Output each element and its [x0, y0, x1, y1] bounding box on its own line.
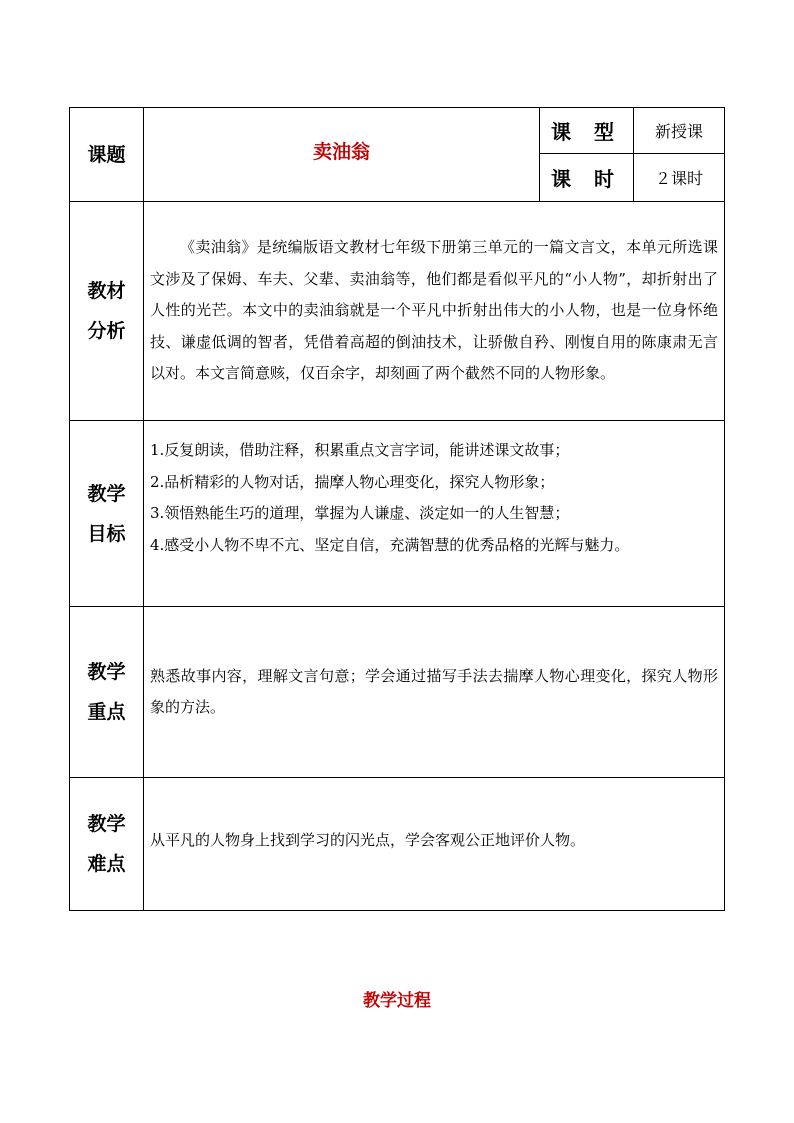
- lesson-title: 卖油翁: [312, 141, 370, 163]
- analysis-label-line2: 分析: [87, 320, 126, 342]
- goal-item: 4.感受小人物不卑不亢、坚定自信，充满智慧的优秀品格的光辉与魅力。: [150, 535, 630, 554]
- title-cell: [144, 108, 540, 202]
- goals-label-line1: 教学: [87, 482, 126, 505]
- analysis-label-cell: [70, 202, 144, 421]
- goal-item: 1.反复朗读，借助注释，积累重点文言字词，能讲述课文故事；: [150, 441, 570, 459]
- keypoints-label-line2: 重点: [87, 701, 126, 723]
- goals-list: [144, 421, 725, 607]
- difficulties-label-cell: [70, 778, 144, 911]
- type-label: 课 型: [540, 108, 634, 154]
- keypoints-text: 熟悉故事内容，理解文言句意；学会通过描写手法去揣摩人物心理变化，探究人物形象的方法。: [144, 607, 725, 778]
- hours-label: 课 时: [540, 154, 634, 202]
- goal-item: 2.品析精彩的人物对话，揣摩人物心理变化，探究人物形象；: [150, 472, 555, 491]
- keypoints-label-cell: [70, 607, 144, 778]
- type-value: 新授课: [634, 108, 725, 154]
- title-label: 课题: [87, 143, 126, 166]
- difficulties-text: 从平凡的人物身上找到学习的闪光点，学会客观公正地评价人物。: [144, 778, 725, 911]
- section-title: 教学过程: [363, 991, 431, 1011]
- title-label-cell: [70, 108, 144, 202]
- goals-label-cell: [70, 421, 144, 607]
- hours-value: ２课时: [634, 154, 725, 202]
- analysis-text: 《卖油翁》是统编版语文教材七年级下册第三单元的一篇文言文，本单元所选课文涉及了保姆、车夫、父辈、卖油翁等，他们都是看似平凡的“小人物”，却折射出了人性的光芒。本文中的卖油翁就是一个平凡中折射出伟大的小人物，也是一位身怀绝技、谦虚低调的智者，凭借着高超的倒油技术，让骄傲自矜、刚愎自用的陈康肃无言以对。本文言简意赅，仅百余字，却刻画了两个截然不同的人物形象。: [144, 202, 725, 421]
- difficulties-label-line1: 教学: [87, 813, 126, 835]
- analysis-label-line1: 教材: [87, 280, 126, 302]
- lesson-plan-table: [69, 107, 725, 911]
- goal-item: 3.领悟熟能生巧的道理，掌握为人谦虚、淡定如一的人生智慧；: [150, 504, 570, 522]
- goals-label-line2: 目标: [87, 522, 126, 545]
- keypoints-label-line1: 教学: [87, 661, 126, 683]
- difficulties-label-line2: 难点: [87, 853, 126, 875]
